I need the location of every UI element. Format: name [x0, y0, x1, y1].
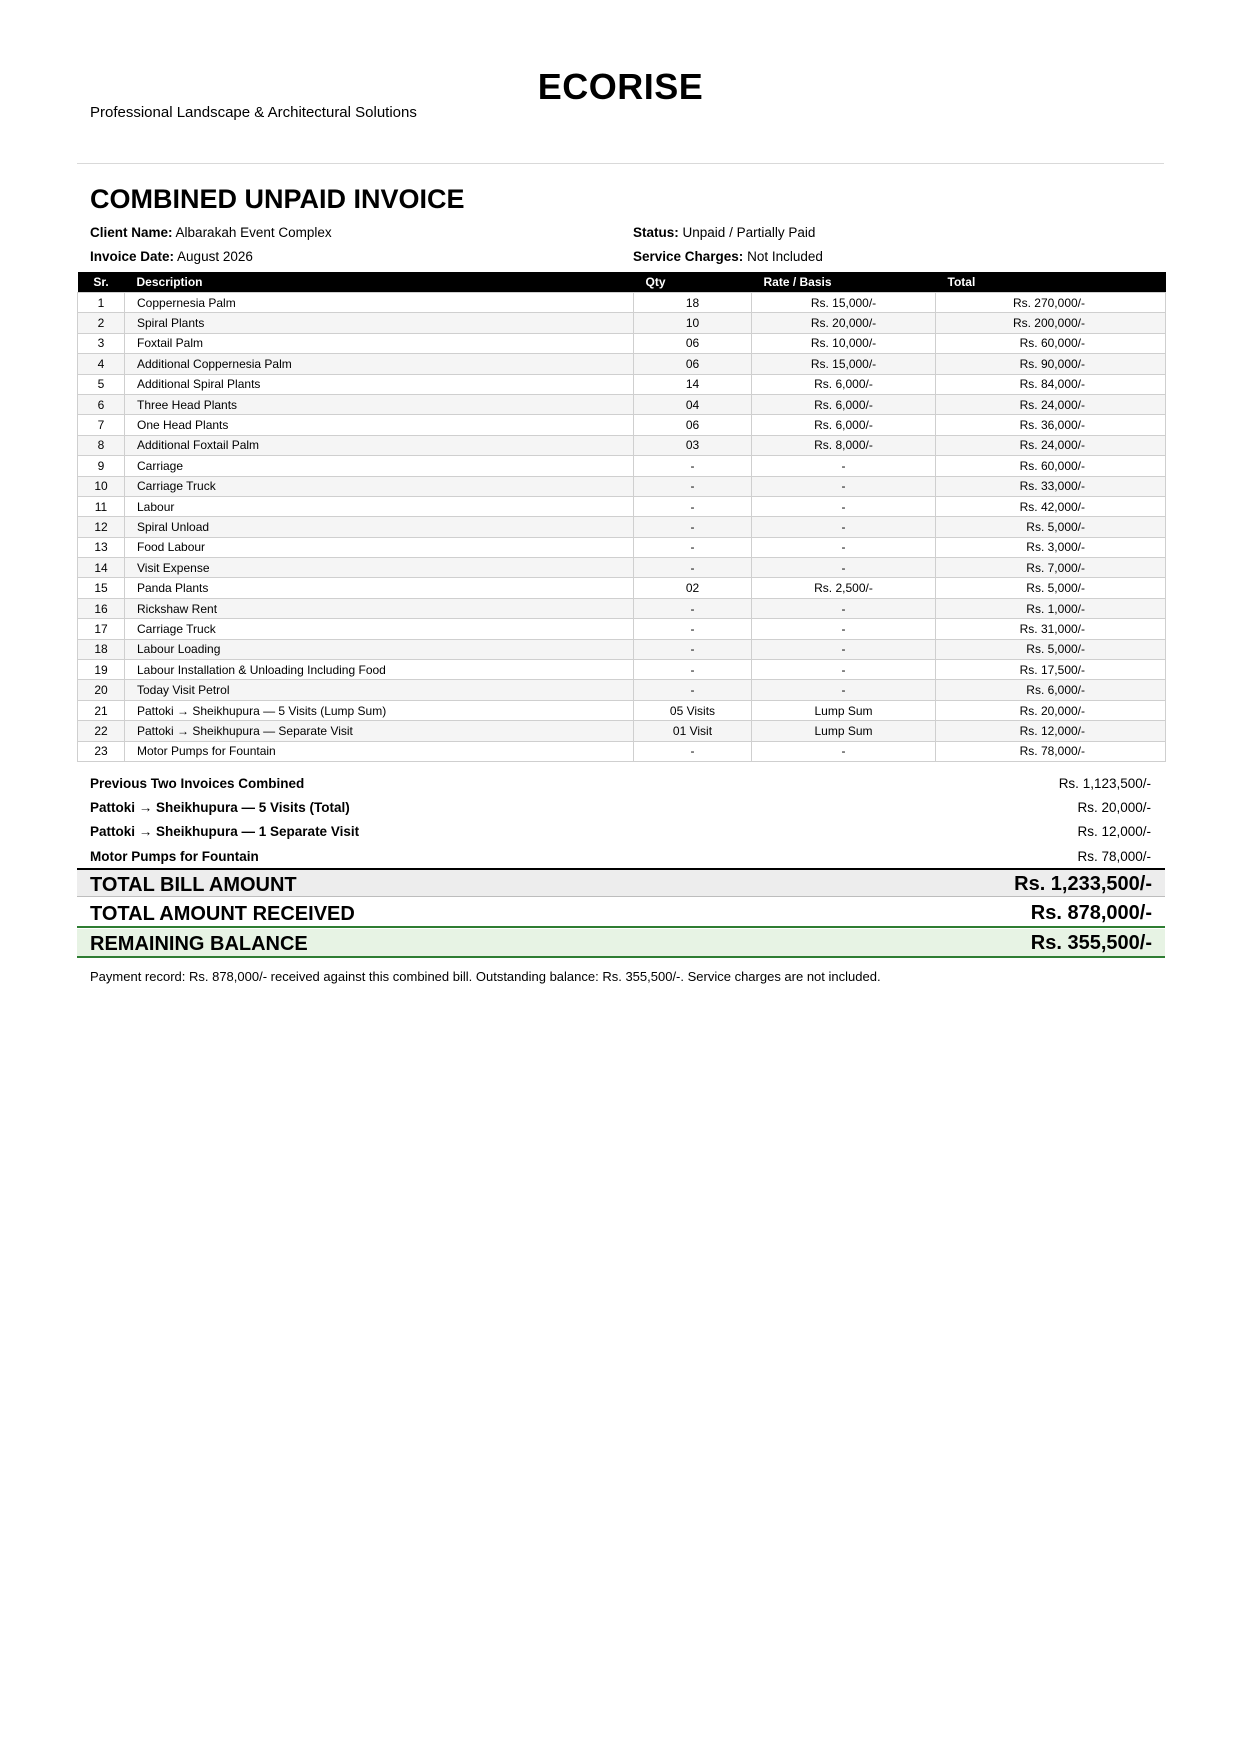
header-divider	[77, 163, 1164, 164]
row-description: Spiral Plants	[125, 313, 634, 333]
row-description: Carriage Truck	[125, 619, 634, 639]
column-header-description: Description	[125, 272, 634, 293]
table-row	[78, 721, 1166, 741]
total-received-value: Rs. 878,000/-	[1030, 902, 1152, 924]
total-bill-label: TOTAL BILL AMOUNT	[90, 874, 297, 896]
row-rate: Lump Sum	[752, 700, 936, 720]
row-qty: 10	[634, 313, 752, 333]
summary-label: Motor Pumps for Fountain	[90, 849, 259, 864]
row-sr: 9	[78, 456, 125, 476]
total-received-row	[77, 899, 1165, 928]
row-qty: -	[634, 476, 752, 496]
row-rate: -	[752, 598, 936, 618]
row-sr: 14	[78, 558, 125, 578]
row-total: Rs. 42,000/-	[936, 496, 1166, 516]
row-sr: 15	[78, 578, 125, 598]
remaining-balance-value: Rs. 355,500/-	[1030, 932, 1152, 954]
row-total: Rs. 12,000/-	[936, 721, 1166, 741]
row-sr: 7	[78, 415, 125, 435]
table-row	[78, 558, 1166, 578]
row-total: Rs. 5,000/-	[936, 578, 1166, 598]
table-row	[78, 741, 1166, 761]
row-description: Labour Installation & Unloading Including Food	[125, 660, 634, 680]
row-sr: 8	[78, 435, 125, 455]
row-qty: -	[634, 619, 752, 639]
row-description: Foxtail Palm	[125, 333, 634, 353]
row-rate: -	[752, 741, 936, 761]
table-row	[78, 619, 1166, 639]
row-total: Rs. 33,000/-	[936, 476, 1166, 496]
table-row	[78, 496, 1166, 516]
row-qty: 02	[634, 578, 752, 598]
row-total: Rs. 6,000/-	[936, 680, 1166, 700]
row-qty: -	[634, 680, 752, 700]
row-sr: 5	[78, 374, 125, 394]
row-rate: -	[752, 680, 936, 700]
row-sr: 3	[78, 333, 125, 353]
row-qty: 06	[634, 354, 752, 374]
row-sr: 13	[78, 537, 125, 557]
row-description: Labour Loading	[125, 639, 634, 659]
row-qty: -	[634, 456, 752, 476]
row-rate: -	[752, 639, 936, 659]
row-total: Rs. 5,000/-	[936, 639, 1166, 659]
summary-value: Rs. 12,000/-	[1077, 824, 1151, 839]
row-rate: Rs. 6,000/-	[752, 415, 936, 435]
summary-row	[90, 824, 1151, 839]
table-row	[78, 517, 1166, 537]
company-tagline: Professional Landscape & Architectural Solutions	[90, 104, 417, 121]
status-value: Unpaid / Partially Paid	[682, 225, 816, 240]
row-total: Rs. 36,000/-	[936, 415, 1166, 435]
row-sr: 23	[78, 741, 125, 761]
column-header-total: Total	[936, 272, 1166, 293]
row-rate: Rs. 8,000/-	[752, 435, 936, 455]
column-header-qty: Qty	[634, 272, 752, 293]
table-row	[78, 476, 1166, 496]
row-sr: 1	[78, 293, 125, 313]
row-total: Rs. 20,000/-	[936, 700, 1166, 720]
row-qty: 06	[634, 415, 752, 435]
row-description: Coppernesia Palm	[125, 293, 634, 313]
row-total: Rs. 17,500/-	[936, 660, 1166, 680]
row-rate: -	[752, 476, 936, 496]
row-rate: Rs. 15,000/-	[752, 354, 936, 374]
summary-row	[90, 849, 1151, 864]
table-row	[78, 394, 1166, 414]
payment-note: Payment record: Rs. 878,000/- received against this combined bill. Outstanding balance: Rs. 355,500/-. Service charges are not included.	[90, 969, 881, 984]
summary-value: Rs. 78,000/-	[1077, 849, 1151, 864]
table-row	[78, 435, 1166, 455]
row-description: One Head Plants	[125, 415, 634, 435]
row-rate: -	[752, 537, 936, 557]
summary-value: Rs. 20,000/-	[1077, 800, 1151, 815]
row-rate: Rs. 20,000/-	[752, 313, 936, 333]
row-description: Food Labour	[125, 537, 634, 557]
row-qty: -	[634, 517, 752, 537]
column-header-rate: Rate / Basis	[752, 272, 936, 293]
row-total: Rs. 84,000/-	[936, 374, 1166, 394]
row-rate: Lump Sum	[752, 721, 936, 741]
row-description: Panda Plants	[125, 578, 634, 598]
row-rate: Rs. 15,000/-	[752, 293, 936, 313]
table-row	[78, 293, 1166, 313]
row-sr: 11	[78, 496, 125, 516]
row-description: Today Visit Petrol	[125, 680, 634, 700]
table-header-row	[78, 272, 1166, 293]
total-received-label: TOTAL AMOUNT RECEIVED	[90, 903, 355, 925]
row-total: Rs. 5,000/-	[936, 517, 1166, 537]
row-sr: 6	[78, 394, 125, 414]
row-sr: 2	[78, 313, 125, 333]
row-total: Rs. 60,000/-	[936, 456, 1166, 476]
table-row	[78, 354, 1166, 374]
table-row	[78, 680, 1166, 700]
summary-row	[90, 776, 1151, 791]
row-rate: Rs. 6,000/-	[752, 394, 936, 414]
row-sr: 10	[78, 476, 125, 496]
row-total: Rs. 60,000/-	[936, 333, 1166, 353]
row-sr: 22	[78, 721, 125, 741]
row-sr: 20	[78, 680, 125, 700]
summary-label: Previous Two Invoices Combined	[90, 776, 305, 791]
row-total: Rs. 24,000/-	[936, 435, 1166, 455]
row-description: Motor Pumps for Fountain	[125, 741, 634, 761]
row-sr: 12	[78, 517, 125, 537]
row-qty: 04	[634, 394, 752, 414]
row-rate: Rs. 6,000/-	[752, 374, 936, 394]
row-total: Rs. 7,000/-	[936, 558, 1166, 578]
row-qty: 03	[634, 435, 752, 455]
summary-label: Pattoki → Sheikhupura — 5 Visits (Total)	[90, 800, 350, 815]
row-qty: 01 Visit	[634, 721, 752, 741]
row-rate: -	[752, 496, 936, 516]
row-qty: -	[634, 660, 752, 680]
row-qty: -	[634, 537, 752, 557]
invoice-status	[633, 225, 815, 240]
invoice-date-label: Invoice Date:	[90, 249, 175, 264]
row-description: Labour	[125, 496, 634, 516]
row-total: Rs. 31,000/-	[936, 619, 1166, 639]
table-row	[78, 313, 1166, 333]
service-charges-label: Service Charges:	[633, 249, 744, 264]
invoice-title: COMBINED UNPAID INVOICE	[90, 184, 465, 214]
client-name-value: Albarakah Event Complex	[175, 225, 332, 240]
row-rate: -	[752, 660, 936, 680]
total-bill-row	[77, 868, 1165, 897]
company-name: ECORISE	[537, 66, 704, 107]
summary-row	[90, 800, 1151, 815]
summary-label: Pattoki → Sheikhupura — 1 Separate Visit	[90, 824, 360, 839]
table-row	[78, 639, 1166, 659]
row-total: Rs. 3,000/-	[936, 537, 1166, 557]
table-body	[78, 293, 1166, 762]
row-rate: -	[752, 619, 936, 639]
row-description: Three Head Plants	[125, 394, 634, 414]
row-total: Rs. 200,000/-	[936, 313, 1166, 333]
row-description: Rickshaw Rent	[125, 598, 634, 618]
row-description: Additional Coppernesia Palm	[125, 354, 634, 374]
row-description: Carriage Truck	[125, 476, 634, 496]
table-row	[78, 598, 1166, 618]
row-sr: 19	[78, 660, 125, 680]
remaining-balance-row	[77, 929, 1165, 958]
row-qty: -	[634, 598, 752, 618]
row-rate: -	[752, 558, 936, 578]
table-row	[78, 374, 1166, 394]
row-qty: -	[634, 558, 752, 578]
row-qty: 05 Visits	[634, 700, 752, 720]
remaining-balance-label: REMAINING BALANCE	[90, 933, 308, 955]
row-description: Carriage	[125, 456, 634, 476]
row-qty: 18	[634, 293, 752, 313]
status-label: Status:	[633, 225, 679, 240]
service-charges-value: Not Included	[747, 249, 823, 264]
row-sr: 4	[78, 354, 125, 374]
invoice-date-value: August 2026	[177, 249, 253, 264]
row-rate: -	[752, 517, 936, 537]
total-bill-value: Rs. 1,233,500/-	[1014, 873, 1152, 895]
row-total: Rs. 270,000/-	[936, 293, 1166, 313]
table-row	[78, 660, 1166, 680]
row-qty: 06	[634, 333, 752, 353]
client-name-label: Client Name:	[90, 225, 173, 240]
row-description: Additional Spiral Plants	[125, 374, 634, 394]
table-row	[78, 537, 1166, 557]
table-row	[78, 456, 1166, 476]
row-rate: -	[752, 456, 936, 476]
row-description: Additional Foxtail Palm	[125, 435, 634, 455]
table-row	[78, 333, 1166, 353]
client-name	[90, 225, 332, 240]
service-charges	[633, 249, 823, 264]
row-qty: -	[634, 741, 752, 761]
table-row	[78, 415, 1166, 435]
row-rate: Rs. 2,500/-	[752, 578, 936, 598]
row-description: Visit Expense	[125, 558, 634, 578]
line-items-table	[77, 272, 1166, 762]
row-rate: Rs. 10,000/-	[752, 333, 936, 353]
row-qty: -	[634, 496, 752, 516]
row-qty: -	[634, 639, 752, 659]
row-description: Spiral Unload	[125, 517, 634, 537]
summary-value: Rs. 1,123,500/-	[1058, 776, 1151, 791]
column-header-sr: Sr.	[78, 272, 125, 293]
row-description: Pattoki → Sheikhupura — Separate Visit	[125, 721, 634, 741]
row-description: Pattoki → Sheikhupura — 5 Visits (Lump Sum)	[125, 700, 634, 720]
row-sr: 18	[78, 639, 125, 659]
row-total: Rs. 78,000/-	[936, 741, 1166, 761]
invoice-date	[90, 249, 253, 264]
table-row	[78, 578, 1166, 598]
row-total: Rs. 90,000/-	[936, 354, 1166, 374]
row-total: Rs. 24,000/-	[936, 394, 1166, 414]
row-qty: 14	[634, 374, 752, 394]
row-sr: 16	[78, 598, 125, 618]
row-sr: 21	[78, 700, 125, 720]
table-row	[78, 700, 1166, 720]
row-total: Rs. 1,000/-	[936, 598, 1166, 618]
row-sr: 17	[78, 619, 125, 639]
